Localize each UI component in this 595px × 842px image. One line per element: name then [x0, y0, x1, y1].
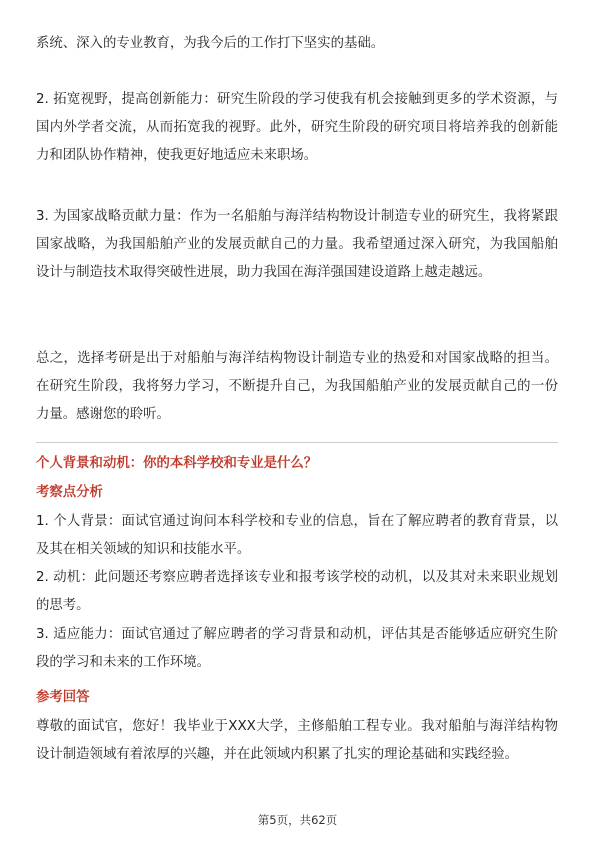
point-3-paragraph: 3. 为国家战略贡献力量：作为一名船舶与海洋结构物设计制造专业的研究生，我将紧跟国家战略，为我国船舶产业的发展贡献自己的力量。我希望通过深入研究，为我国船舶设计与制造技术取得突破性进展，助力我国在海洋强国建设道路上越走越远。: [36, 209, 558, 280]
intro-tail-paragraph: 系统、深入的专业教育，为我今后的工作打下坚实的基础。: [36, 36, 385, 51]
analysis-item: 2. 动机：此问题还考察应聘者选择该专业和报考该学校的动机，以及其对未来职业规划的思考。: [36, 570, 558, 613]
point-2-paragraph: 2. 拓宽视野，提高创新能力：研究生阶段的学习使我有机会接触到更多的学术资源，与国内外学者交流，从而拓宽我的视野。此外，研究生阶段的研究项目将培养我的创新能力和团队协作精神，使我更好地适应未来职场。: [36, 92, 558, 163]
question-heading: 个人背景和动机：你的本科学校和专业是什么？: [36, 456, 318, 471]
answer-paragraph: 尊敬的面试官，您好！我毕业于XXX大学，主修船舶工程专业。我对船舶与海洋结构物设计制造领域有着浓厚的兴趣，并在此领域内积累了扎实的理论基础和实践经验。: [36, 719, 558, 762]
page-number-footer: 第5页，共62页: [257, 813, 338, 827]
analysis-item: 3. 适应能力：面试官通过了解应聘者的学习背景和动机，评估其是否能够适应研究生阶段的学习和未来的工作环境。: [36, 627, 558, 670]
answer-heading: 参考回答: [36, 690, 90, 705]
section-divider: [36, 442, 558, 443]
conclusion-paragraph: 总之，选择考研是出于对船舶与海洋结构物设计制造专业的热爱和对国家战略的担当。在研究生阶段，我将努力学习，不断提升自己，为我国船舶产业的发展贡献自己的一份力量。感谢您的聆听。: [36, 351, 558, 422]
analysis-item: 1. 个人背景：面试官通过询问本科学校和专业的信息，旨在了解应聘者的教育背景，以及其在相关领域的知识和技能水平。: [36, 514, 558, 557]
analysis-heading: 考察点分析: [36, 485, 103, 500]
